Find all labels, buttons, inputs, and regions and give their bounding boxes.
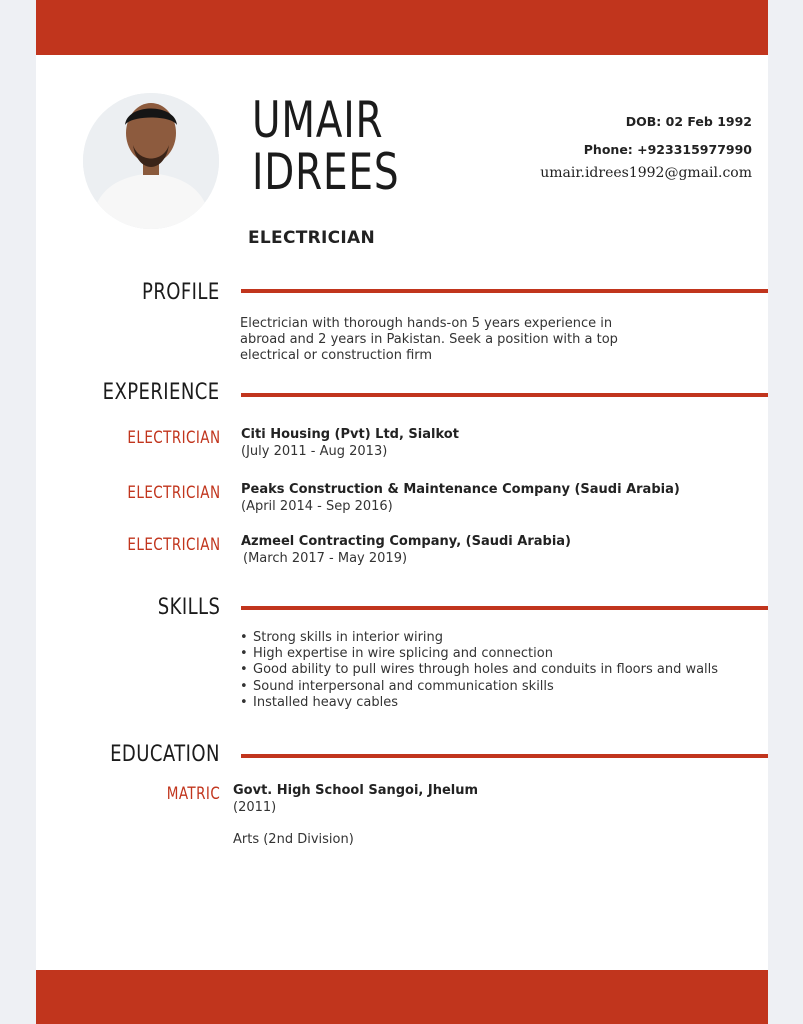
experience-company: Citi Housing (Pvt) Ltd, Sialkot bbox=[241, 427, 459, 442]
skills-heading: SKILLS bbox=[157, 595, 220, 620]
skill-item: • Sound interpersonal and communication skills bbox=[240, 679, 718, 695]
skill-item: • Good ability to pull wires through holes and conduits in floors and walls bbox=[240, 662, 718, 678]
top-color-band bbox=[36, 0, 768, 55]
experience-company: Peaks Construction & Maintenance Company (Saudi Arabia) bbox=[241, 482, 680, 497]
experience-divider bbox=[241, 393, 768, 397]
skill-item: • Installed heavy cables bbox=[240, 695, 718, 711]
experience-company: Azmeel Contracting Company, (Saudi Arabia) bbox=[241, 534, 571, 549]
education-divider bbox=[241, 754, 768, 758]
education-level: MATRIC bbox=[166, 784, 220, 803]
skills-divider bbox=[241, 606, 768, 610]
profile-photo bbox=[83, 93, 219, 229]
experience-role: ELECTRICIAN bbox=[126, 428, 220, 447]
education-year: (2011) bbox=[233, 800, 277, 815]
experience-role: ELECTRICIAN bbox=[126, 535, 220, 554]
experience-period: (July 2011 - Aug 2013) bbox=[241, 444, 388, 459]
education-detail: Arts (2nd Division) bbox=[233, 832, 354, 847]
education-school: Govt. High School Sangoi, Jhelum bbox=[233, 783, 479, 798]
experience-period: (March 2017 - May 2019) bbox=[243, 551, 408, 566]
email-address[interactable]: umair.idrees1992@gmail.com bbox=[540, 165, 752, 181]
profile-summary bbox=[240, 316, 618, 364]
profile-line: abroad and 2 years in Pakistan. Seek a position with a top bbox=[240, 332, 618, 347]
job-title: ELECTRICIAN bbox=[248, 228, 376, 248]
education-heading: EDUCATION bbox=[110, 742, 220, 767]
profile-divider bbox=[241, 289, 768, 293]
skill-item: • High expertise in wire splicing and connection bbox=[240, 646, 718, 662]
experience-role: ELECTRICIAN bbox=[126, 483, 220, 502]
experience-heading: EXPERIENCE bbox=[103, 380, 220, 405]
profile-line: Electrician with thorough hands-on 5 years experience in bbox=[240, 316, 613, 331]
resume-page bbox=[36, 0, 768, 1024]
skills-list bbox=[240, 630, 718, 711]
first-name: UMAIR bbox=[252, 91, 384, 149]
date-of-birth: DOB: 02 Feb 1992 bbox=[625, 114, 752, 129]
skill-item: • Strong skills in interior wiring bbox=[240, 630, 718, 646]
bottom-color-band bbox=[36, 970, 768, 1024]
last-name: IDREES bbox=[252, 143, 400, 201]
profile-line: electrical or construction firm bbox=[240, 348, 433, 363]
phone-number: Phone: +923315977990 bbox=[583, 142, 752, 157]
experience-period: (April 2014 - Sep 2016) bbox=[241, 499, 393, 514]
profile-heading: PROFILE bbox=[142, 280, 220, 305]
